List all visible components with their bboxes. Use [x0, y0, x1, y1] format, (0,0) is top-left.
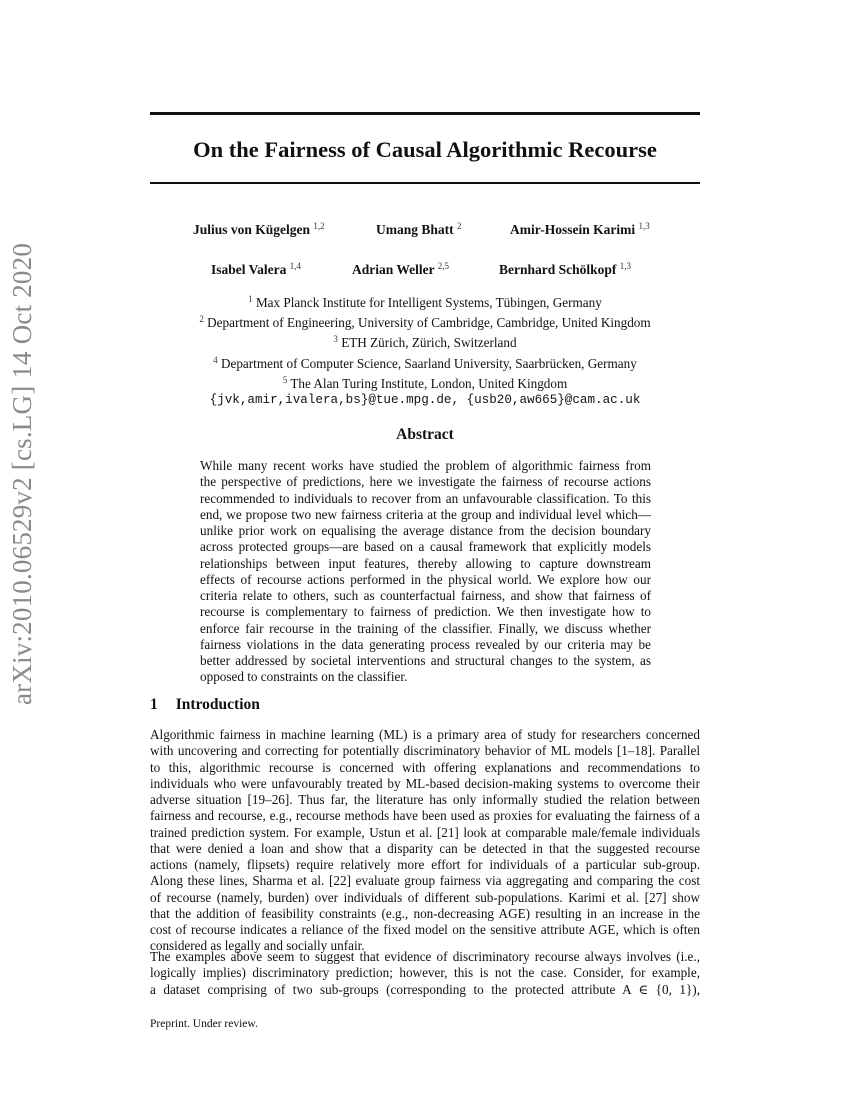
- author: Isabel Valera $^{1,4}$: [211, 261, 302, 277]
- title-rule-top: [150, 112, 700, 115]
- text-line: unlike prior work on equalising the average distance from the decision boundary: [200, 523, 651, 538]
- section-number: 1: [150, 696, 158, 713]
- author: Amir-Hossein Karimi $^{1,3}$: [510, 221, 650, 237]
- text-line: better addressed by societal interventions and structural changes to the system, as: [200, 653, 651, 668]
- author: Bernhard Schölkopf $^{1,3}$: [499, 261, 632, 277]
- text-line: individuals who were unfavourably treated by ML-based decision-making systems to overcome their: [150, 775, 700, 791]
- affiliation: $^3$ ETH Zürich, Zürich, Switzerland: [333, 334, 517, 351]
- text-line: Along these lines, Sharma et al. [22] evaluate group fairness via aggregating and comparing the cost: [150, 873, 700, 889]
- text-line: of recourse (namely, burden) over individuals of different sub-populations. Karimi et al. [27] show: [150, 889, 700, 905]
- text-line: actions (namely, flipsets) require relatively more effort for individuals of a particular sub-group.: [150, 857, 700, 872]
- paper-title: On the Fairness of Causal Algorithmic Recourse: [193, 137, 657, 162]
- emails: {jvk,amir,ivalera,bs}@tue.mpg.de, {usb20,aw665}@cam.ac.uk: [209, 393, 641, 408]
- text-line: enforce fair recourse in the training of the classifier. Finally, we discuss whether: [200, 620, 651, 636]
- footer-note: Preprint. Under review.: [150, 1018, 258, 1030]
- author: Adrian Weller $^{2,5}$: [352, 261, 450, 277]
- text-line: adverse situation [19–26]. Thus far, the literature has only informally studied the relation between: [150, 792, 700, 807]
- text-line: cost of recourse indicates a reliance of the fixed model on the sensitive attribute AGE, which is often: [150, 922, 700, 937]
- title-rule-bottom: [150, 182, 700, 184]
- abstract-text: [200, 458, 651, 686]
- arxiv-stamp: arXiv:2010.06529v2 [cs.LG] 14 Oct 2020: [7, 242, 37, 705]
- text-line: with uncovering and correcting for potentially discriminatory behavior of ML models [1–18]. Parallel: [150, 743, 700, 759]
- text-line: The examples above seem to suggest that evidence of discriminatory recourse always involves (i.e.,: [150, 949, 700, 964]
- text-line: relationships between input features, thereby allowing to capture downstream: [200, 555, 651, 571]
- section-title: Introduction: [175, 696, 260, 713]
- author: Julius von Kügelgen $^{1,2}$: [193, 221, 325, 237]
- author: Umang Bhatt $^2$: [376, 221, 462, 237]
- text-line: opposed to constraints on the classifier.: [200, 669, 408, 685]
- section-heading: [150, 696, 260, 714]
- text-line: a dataset comprising of two sub-groups (corresponding to the protected attribute A ∈ {0, 1}),: [150, 981, 700, 997]
- abstract-heading: Abstract: [396, 426, 454, 443]
- text-line: trained prediction system. For example, Ustun et al. [21] look at comparable male/female individuals: [150, 824, 700, 840]
- affiliation: $^4$ Department of Computer Science, Saarland University, Saarbrücken, Germany: [213, 354, 637, 371]
- text-line: While many recent works have studied the problem of algorithmic fairness from: [200, 458, 651, 473]
- text-line: fairness and recourse, e.g., recourse methods have been used as proxies for evaluating the fairness of a: [150, 808, 700, 824]
- text-line: recourse is complementary to fairness of prediction. We then investigate how to: [200, 604, 651, 620]
- text-line: fairness violations in the data generating process revealed by our criteria may be: [200, 636, 651, 652]
- affiliations: [150, 291, 700, 408]
- affiliation: $^5$ The Alan Turing Institute, London, United Kingdom: [282, 374, 568, 391]
- text-line: considered as legally and socially unfair.: [150, 938, 365, 954]
- text-line: logically implies) discriminatory prediction; however, this is not the case. Consider, for example,: [150, 965, 700, 981]
- text-line: to this, algorithmic recourse is concerned with offering explanations and recommendations to: [150, 759, 700, 775]
- text-line: Algorithmic fairness in machine learning (ML) is a primary area of study for researchers concerned: [150, 727, 700, 742]
- text-line: that the addition of feasibility constraints (e.g., non-decreasing AGE) resulting in an increase in the: [150, 905, 700, 921]
- text-line: effects of recourse actions performed in the physical world. We explore how our: [200, 571, 651, 587]
- intro-paragraph-1: [150, 727, 700, 955]
- text-line: recommended to individuals to recover from an unfavourable classification. To this: [200, 490, 651, 506]
- affiliation: $^1$ Max Planck Institute for Intelligent Systems, Tübingen, Germany: [248, 294, 602, 310]
- text-line: that were denied a loan and show that a disparity can be detected in that the suggested recourse: [150, 840, 700, 856]
- text-line: criteria relate to others, such as counterfactual fairness, and show that fairness of: [200, 588, 651, 603]
- text-line: the perspective of predictions, here we investigate the fairness of recourse actions: [200, 474, 651, 490]
- affiliation: $^2$ Department of Engineering, University of Cambridge, Cambridge, United Kingdom: [199, 314, 651, 331]
- text-line: across protected groups—are based on a causal framework that explicitly models: [200, 539, 651, 555]
- intro-paragraph-2: [150, 949, 700, 998]
- text-line: end, we propose two new fairness criteria at the group and individual level which—: [200, 506, 651, 522]
